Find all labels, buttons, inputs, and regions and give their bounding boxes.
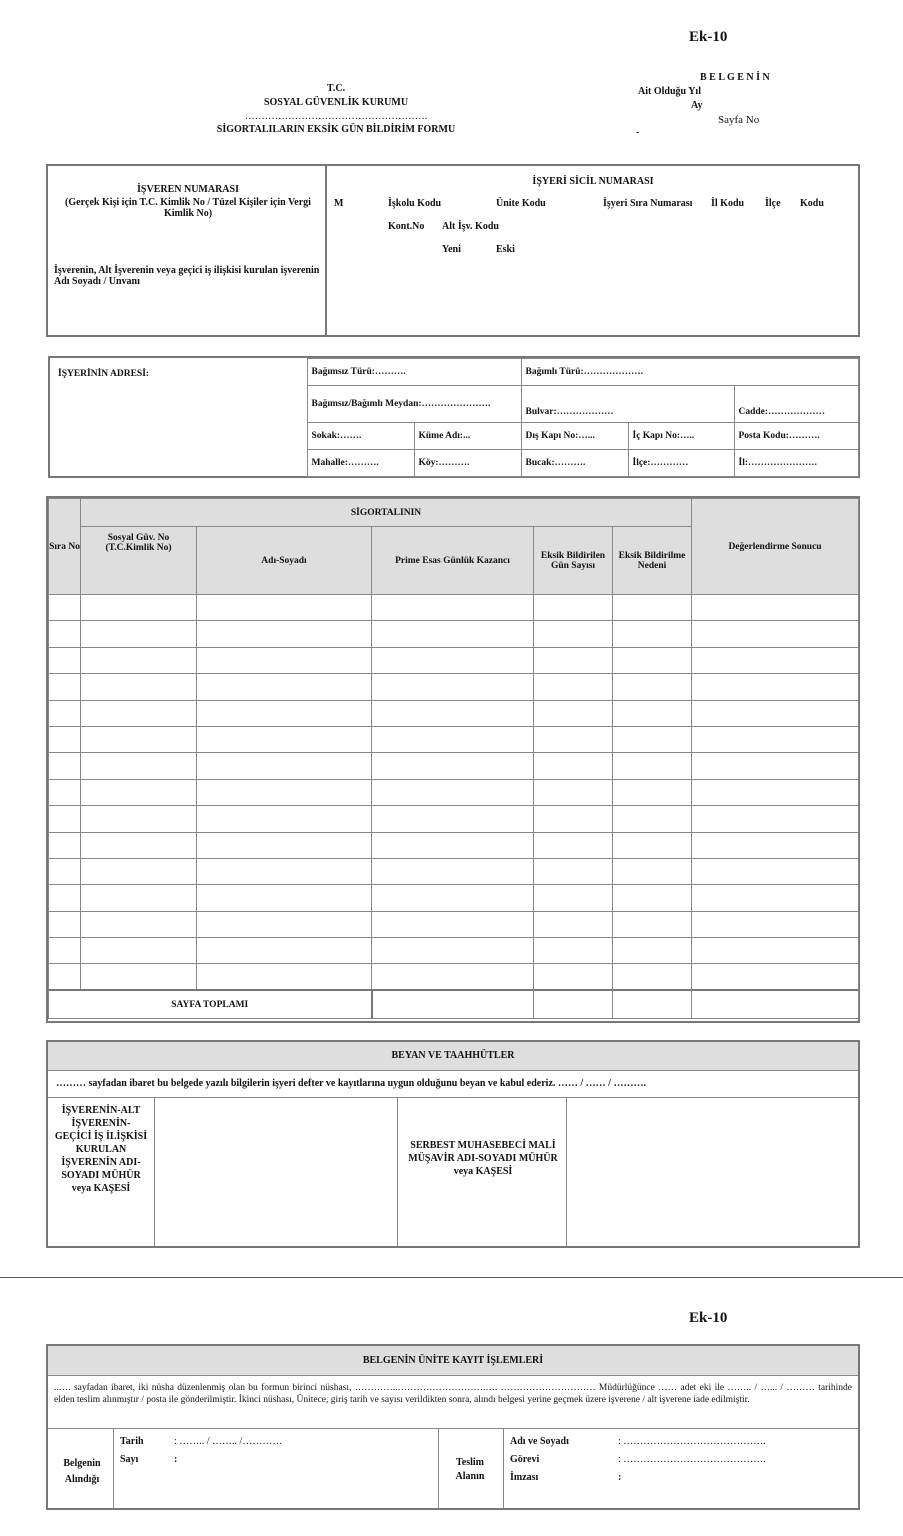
table-cell[interactable] <box>197 700 372 726</box>
table-cell[interactable] <box>613 726 692 752</box>
kont-label: Kont.No <box>388 221 425 232</box>
table-cell[interactable] <box>534 779 613 805</box>
eski-label: Eski <box>496 244 515 255</box>
table-cell[interactable] <box>692 647 859 673</box>
table-cell[interactable] <box>613 700 692 726</box>
total-cell[interactable] <box>692 990 859 1018</box>
table-cell[interactable] <box>49 832 81 858</box>
table-cell[interactable] <box>613 858 692 884</box>
table-cell[interactable] <box>197 858 372 884</box>
table-cell[interactable] <box>197 595 372 621</box>
table-cell[interactable] <box>81 595 197 621</box>
dis-kapi: Dış Kapı No:…... <box>521 423 628 450</box>
imzasi-label: İmzası <box>510 1472 539 1483</box>
table-cell[interactable] <box>372 832 534 858</box>
unite-paragraph: ..…. sayfadan ibaret, iki nüsha düzenlenmiş olan bu formun birinci nüshası, …………..……………………….…. ………………………… Müdürlüğünce …… adet eki ile …….. / …... / ……… tarihinde elden teslim alınmıştır / posta ile gönderilmiştir. İkinci nüshası, Ünitece, giriş tarih ve sayısı verildikten sonra, alındı belgesi yerine geçmek üzere işverene / alt işverene iade edilmiştir. <box>54 1383 852 1405</box>
address-table <box>50 358 859 477</box>
table-cell[interactable] <box>372 806 534 832</box>
kume: Küme Adı:... <box>414 423 521 450</box>
gorevi-value[interactable]: : ……………………………………. <box>618 1454 766 1465</box>
insured-table <box>48 498 859 1019</box>
table-cell[interactable] <box>81 911 197 937</box>
table-cell[interactable] <box>49 858 81 884</box>
isveren-name-label: İşverenin, Alt İşverenin veya geçici iş ilişkisi kurulan işverenin Adı Soyadı / Unvanı <box>54 265 320 287</box>
table-cell[interactable] <box>81 726 197 752</box>
column-header: Eksik Bildirilen Gün Sayısı <box>534 527 613 595</box>
sigortalinin-header: SİGORTALININ <box>81 499 692 527</box>
table-cell[interactable] <box>613 621 692 647</box>
table-row <box>49 595 859 621</box>
isveren-no-desc: (Gerçek Kişi için T.C. Kimlik No / Tüzel Kişiler için Vergi Kimlik No) <box>65 197 311 219</box>
bagimli-turu: Bağımlı Türü:………………. <box>521 359 858 386</box>
unite-label: Ünite Kodu <box>496 198 546 209</box>
table-cell[interactable] <box>534 726 613 752</box>
table-cell[interactable] <box>372 595 534 621</box>
table-row <box>49 647 859 673</box>
table-cell[interactable] <box>692 806 859 832</box>
smmm-label: SERBEST MUHASEBECİ MALİ MÜŞAVİR ADI-SOYADI MÜHÜR veya KAŞESİ <box>408 1140 558 1177</box>
table-cell[interactable] <box>372 911 534 937</box>
beyan-vline-2 <box>397 1097 398 1246</box>
isveren-no-title: İŞVEREN NUMARASI <box>137 184 239 195</box>
table-cell[interactable] <box>692 753 859 779</box>
table-cell[interactable] <box>81 938 197 964</box>
table-row <box>49 832 859 858</box>
table-cell[interactable] <box>692 595 859 621</box>
table-row <box>49 938 859 964</box>
dash: - <box>636 127 640 138</box>
table-cell[interactable] <box>197 938 372 964</box>
sira-label: İşyeri Sıra Numarası <box>603 198 693 209</box>
table-cell[interactable] <box>613 964 692 990</box>
sayfa-no-label: Sayfa No <box>718 114 760 126</box>
table-cell[interactable] <box>49 964 81 990</box>
table-cell[interactable] <box>692 700 859 726</box>
kodu-label: Kodu <box>800 198 824 209</box>
table-cell[interactable] <box>534 832 613 858</box>
table-cell[interactable] <box>692 964 859 990</box>
table-cell[interactable] <box>81 674 197 700</box>
smmm-signature-area[interactable] <box>567 1098 857 1246</box>
table-cell[interactable] <box>613 885 692 911</box>
alt-isv-label: Alt İşv. Kodu <box>442 221 499 232</box>
table-cell[interactable] <box>534 806 613 832</box>
sayi-value[interactable]: : <box>174 1454 178 1465</box>
iskolu-label: İşkolu Kodu <box>388 198 442 209</box>
unite-vline-3 <box>503 1428 504 1508</box>
column-header: Sosyal Güv. No (T.C.Kimlik No) <box>81 527 197 595</box>
table-cell[interactable] <box>49 911 81 937</box>
table-cell[interactable] <box>197 964 372 990</box>
il: İl:…………………. <box>734 450 858 477</box>
table-cell[interactable] <box>534 647 613 673</box>
table-row <box>49 806 859 832</box>
table-row <box>49 726 859 752</box>
table-cell[interactable] <box>197 779 372 805</box>
gorevi-label: Görevi <box>510 1454 540 1465</box>
table-cell[interactable] <box>49 674 81 700</box>
table-cell[interactable] <box>49 595 81 621</box>
table-cell[interactable] <box>197 832 372 858</box>
total-row <box>49 990 859 1018</box>
table-cell[interactable] <box>372 674 534 700</box>
beyan-box <box>46 1040 860 1248</box>
dots-line: ………………………………………………. <box>244 111 428 122</box>
table-cell[interactable] <box>372 726 534 752</box>
tc-label: T.C. <box>326 83 346 94</box>
table-cell[interactable] <box>49 621 81 647</box>
table-cell[interactable] <box>613 674 692 700</box>
table-cell[interactable] <box>692 779 859 805</box>
sicil-title: İŞYERİ SİCİL NUMARASI <box>532 176 654 187</box>
institution-name: SOSYAL GÜVENLİK KURUMU <box>263 97 409 108</box>
table-cell[interactable] <box>49 726 81 752</box>
insured-table-box <box>46 496 860 1023</box>
tarih-label: Tarih <box>120 1436 144 1447</box>
sokak: Sokak:……. <box>307 423 414 450</box>
table-cell[interactable] <box>613 806 692 832</box>
beyan-title: BEYAN VE TAAHHÜTLER <box>48 1042 858 1071</box>
table-cell[interactable] <box>692 726 859 752</box>
table-cell[interactable] <box>692 674 859 700</box>
table-row <box>49 858 859 884</box>
yeni-label: Yeni <box>442 244 461 255</box>
table-cell[interactable] <box>534 858 613 884</box>
table-cell[interactable] <box>613 938 692 964</box>
table-cell[interactable] <box>692 832 859 858</box>
isveren-signature-area[interactable] <box>155 1098 397 1246</box>
table-cell[interactable] <box>81 806 197 832</box>
table-cell[interactable] <box>49 938 81 964</box>
unite-vline-2 <box>438 1428 439 1508</box>
table-cell[interactable] <box>534 911 613 937</box>
table-cell[interactable] <box>534 885 613 911</box>
unite-vline-1 <box>113 1428 114 1508</box>
degerlendirme-header: Değerlendirme Sonucu <box>692 499 859 595</box>
total-cell[interactable] <box>613 990 692 1018</box>
table-cell[interactable] <box>613 832 692 858</box>
table-cell[interactable] <box>534 938 613 964</box>
table-cell[interactable] <box>534 674 613 700</box>
table-cell[interactable] <box>81 753 197 779</box>
table-cell[interactable] <box>372 938 534 964</box>
table-row <box>49 885 859 911</box>
table-row <box>49 779 859 805</box>
table-row <box>49 911 859 937</box>
table-row <box>49 700 859 726</box>
table-cell[interactable] <box>81 964 197 990</box>
unite-kayit-box <box>46 1344 860 1510</box>
total-cell[interactable] <box>372 990 534 1018</box>
table-row <box>49 621 859 647</box>
table-cell[interactable] <box>692 911 859 937</box>
table-cell[interactable] <box>534 753 613 779</box>
ek-label-2: Ek-10 <box>689 1310 728 1326</box>
table-cell[interactable] <box>49 885 81 911</box>
table-cell[interactable] <box>692 938 859 964</box>
table-cell[interactable] <box>613 595 692 621</box>
posta-kodu: Posta Kodu:………. <box>734 423 858 450</box>
address-label: İŞYERİNİN ADRESİ: <box>50 359 307 477</box>
table-cell[interactable] <box>197 753 372 779</box>
table-cell[interactable] <box>372 779 534 805</box>
page-separator <box>0 1277 903 1278</box>
table-cell[interactable] <box>81 832 197 858</box>
unite-divider <box>48 1428 858 1429</box>
table-cell[interactable] <box>197 726 372 752</box>
table-cell[interactable] <box>534 621 613 647</box>
table-cell[interactable] <box>372 700 534 726</box>
mahalle: Mahalle:………. <box>307 450 414 477</box>
table-cell[interactable] <box>81 700 197 726</box>
table-cell[interactable] <box>372 885 534 911</box>
isveren-signature-label: İŞVERENİN-ALT İŞVERENİN-GEÇİCİ İŞ İLİŞKİSİ KURULAN İŞVERENİN ADI-SOYADI MÜHÜR veya KAŞESİ <box>54 1105 148 1194</box>
employer-divider <box>325 166 327 335</box>
bagimsiz-turu: Bağımsız Türü:………. <box>307 359 521 386</box>
table-cell[interactable] <box>197 911 372 937</box>
sira-no-header: Sıra No <box>49 499 81 595</box>
table-row <box>49 964 859 990</box>
table-cell[interactable] <box>81 885 197 911</box>
imzasi-value[interactable]: : <box>618 1472 622 1483</box>
bulvar: Bulvar:……………… <box>521 386 734 423</box>
table-cell[interactable] <box>81 858 197 884</box>
meydan: Bağımsız/Bağımlı Meydan:…………………. <box>307 386 521 423</box>
table-cell[interactable] <box>372 964 534 990</box>
table-cell[interactable] <box>197 621 372 647</box>
bucak: Bucak:………. <box>521 450 628 477</box>
unite-kayit-title: BELGENİN ÜNİTE KAYIT İŞLEMLERİ <box>48 1346 858 1376</box>
adi-soyadi-label: Adı ve Soyadı <box>510 1436 569 1447</box>
belgenin-label: B E L G E N İ N <box>700 72 770 83</box>
table-cell[interactable] <box>613 647 692 673</box>
table-cell[interactable] <box>197 647 372 673</box>
cadde: Cadde:……………… <box>734 386 858 423</box>
table-cell[interactable] <box>49 700 81 726</box>
teslim-alanin-label: Teslim Alanın <box>455 1457 485 1482</box>
table-cell[interactable] <box>81 621 197 647</box>
table-cell[interactable] <box>372 647 534 673</box>
sayfa-toplami-label: SAYFA TOPLAMI <box>49 990 372 1018</box>
table-cell[interactable] <box>613 753 692 779</box>
ay-label: Ay <box>691 100 703 111</box>
table-cell[interactable] <box>81 647 197 673</box>
ait-oldugu-yil: Ait Olduğu Yıl <box>638 86 701 97</box>
m-label: M <box>334 198 344 209</box>
tarih-value[interactable]: : …….. / …….. /………… <box>174 1436 283 1447</box>
beyan-statement: ……… sayfadan ibaret bu belgede yazılı bilgilerin işyeri defter ve kayıtlarına uygun olduğunu beyan ve kabul ederiz. …… / …… / ………. <box>56 1078 646 1089</box>
table-cell[interactable] <box>197 806 372 832</box>
table-cell[interactable] <box>49 779 81 805</box>
table-cell[interactable] <box>534 964 613 990</box>
form-title: SİGORTALILARIN EKSİK GÜN BİLDİRİM FORMU <box>216 124 456 135</box>
table-cell[interactable] <box>49 753 81 779</box>
belgenin-alindigi-label: Belgenin Alındığı <box>63 1458 101 1485</box>
table-cell[interactable] <box>49 806 81 832</box>
ilce-label: İlçe <box>765 198 781 209</box>
table-cell[interactable] <box>197 674 372 700</box>
address-box <box>48 356 860 478</box>
total-cell[interactable] <box>534 990 613 1018</box>
table-cell[interactable] <box>613 779 692 805</box>
table-cell[interactable] <box>534 595 613 621</box>
table-cell[interactable] <box>81 779 197 805</box>
table-cell[interactable] <box>372 858 534 884</box>
ek-label: Ek-10 <box>689 29 728 45</box>
table-cell[interactable] <box>372 753 534 779</box>
employer-box <box>46 164 860 337</box>
ilce: İlçe:………… <box>628 450 734 477</box>
koy: Köy:………. <box>414 450 521 477</box>
table-cell[interactable] <box>372 621 534 647</box>
table-row <box>49 753 859 779</box>
column-header: Prime Esas Günlük Kazancı <box>372 527 534 595</box>
table-cell[interactable] <box>613 911 692 937</box>
adi-soyadi-value[interactable]: : ……………………………………. <box>618 1436 766 1447</box>
sayi-label: Sayı <box>120 1454 139 1465</box>
table-cell[interactable] <box>692 885 859 911</box>
table-cell[interactable] <box>49 647 81 673</box>
table-cell[interactable] <box>692 621 859 647</box>
table-cell[interactable] <box>692 858 859 884</box>
table-cell[interactable] <box>197 885 372 911</box>
column-header: Adı-Soyadı <box>197 527 372 595</box>
ic-kapi: İç Kapı No:….. <box>628 423 734 450</box>
column-header: Eksik Bildirilme Nedeni <box>613 527 692 595</box>
table-row <box>49 674 859 700</box>
il-kodu-label: İl Kodu <box>711 198 745 209</box>
table-cell[interactable] <box>534 700 613 726</box>
